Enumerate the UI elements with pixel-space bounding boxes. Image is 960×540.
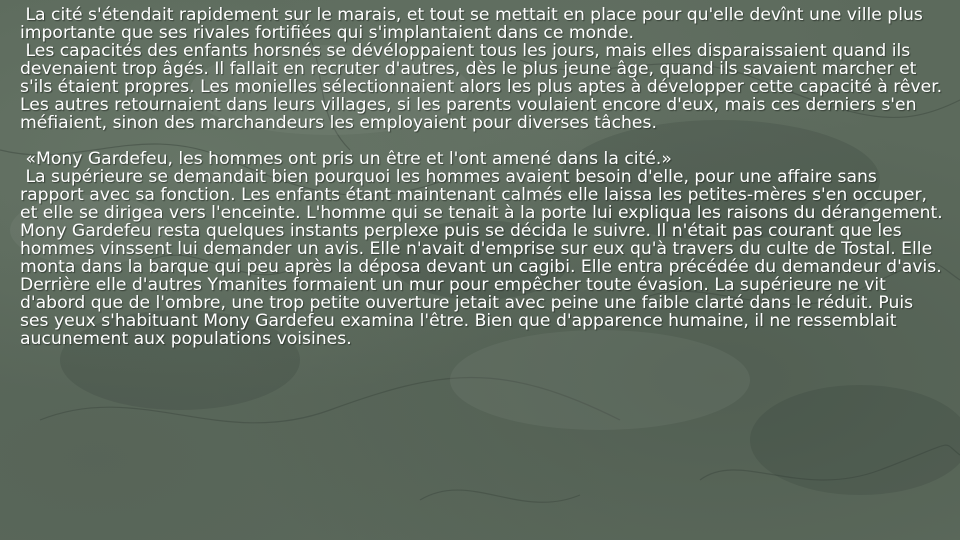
texture-crack — [420, 490, 580, 502]
paragraph-superior-visit: La supérieure se demandait bien pourquoi les hommes avaient besoin d'elle, pour une affaire sans rapport avec sa fonction. Les enfants étant maintenant calmés elle laissa les petites-mères s'en occuper, et elle se dirigea vers l'enceinte. L'homme qui se tenait à la porte lui expliqua les raisons du dérangement. Mony Gardefeu resta quelques instants perplexe puis se décida le suivre. Il n'était pas courant que les hommes vinssent lui demander un avis. Elle n'avait d'emprise sur eux qu'à travers du culte de Tostal. Elle monta dans la barque qui peu après la déposa devant un cagibi. Elle entra précédée du demandeur d'avis. Derrière elle d'autres Ymanites formaient un mur pour empêcher toute évasion. La supérieure ne vit d'abord que de l'ombre, une trop petite ouverture jetait avec peine une faible clarté dans le réduit. Puis ses yeux s'habituant Mony Gardefeu examina l'être. Bien que d'apparence humaine, il ne ressemblait aucunement aux populations voisines. — [20, 167, 949, 349]
texture-crack — [700, 445, 960, 480]
paragraph-dialogue: «Mony Gardefeu, les hommes ont pris un être et l'ont amené dans la cité.» — [20, 149, 672, 169]
texture-blotch — [750, 385, 960, 495]
paragraph-children-abilities: Les capacités des enfants horsnés se dévéloppaient tous les jours, mais elles disparaissaient quand ils devenaient trop âgés. Il fallait en recruter d'autres, dès le plus jeune âge, quand ils savaient marcher et s'ils étaient propres. Les monielles sélectionnaient alors les plus aptes à développer cette capacité à rêver. Les autres retournaient dans leurs villages, si les parents voulaient encore d'eux, mais ces derniers s'en méfiaient, sinon des marchandeurs les employaient pour diverses tâches. — [20, 41, 948, 133]
document-body — [20, 5, 949, 349]
paragraph-city-expansion: La cité s'étendait rapidement sur le marais, et tout se mettait en place pour qu'elle devînt une ville plus importante que ses rivales fortifiées qui s'implantaient dans ce monde. — [20, 5, 929, 43]
texture-crack — [40, 378, 620, 423]
